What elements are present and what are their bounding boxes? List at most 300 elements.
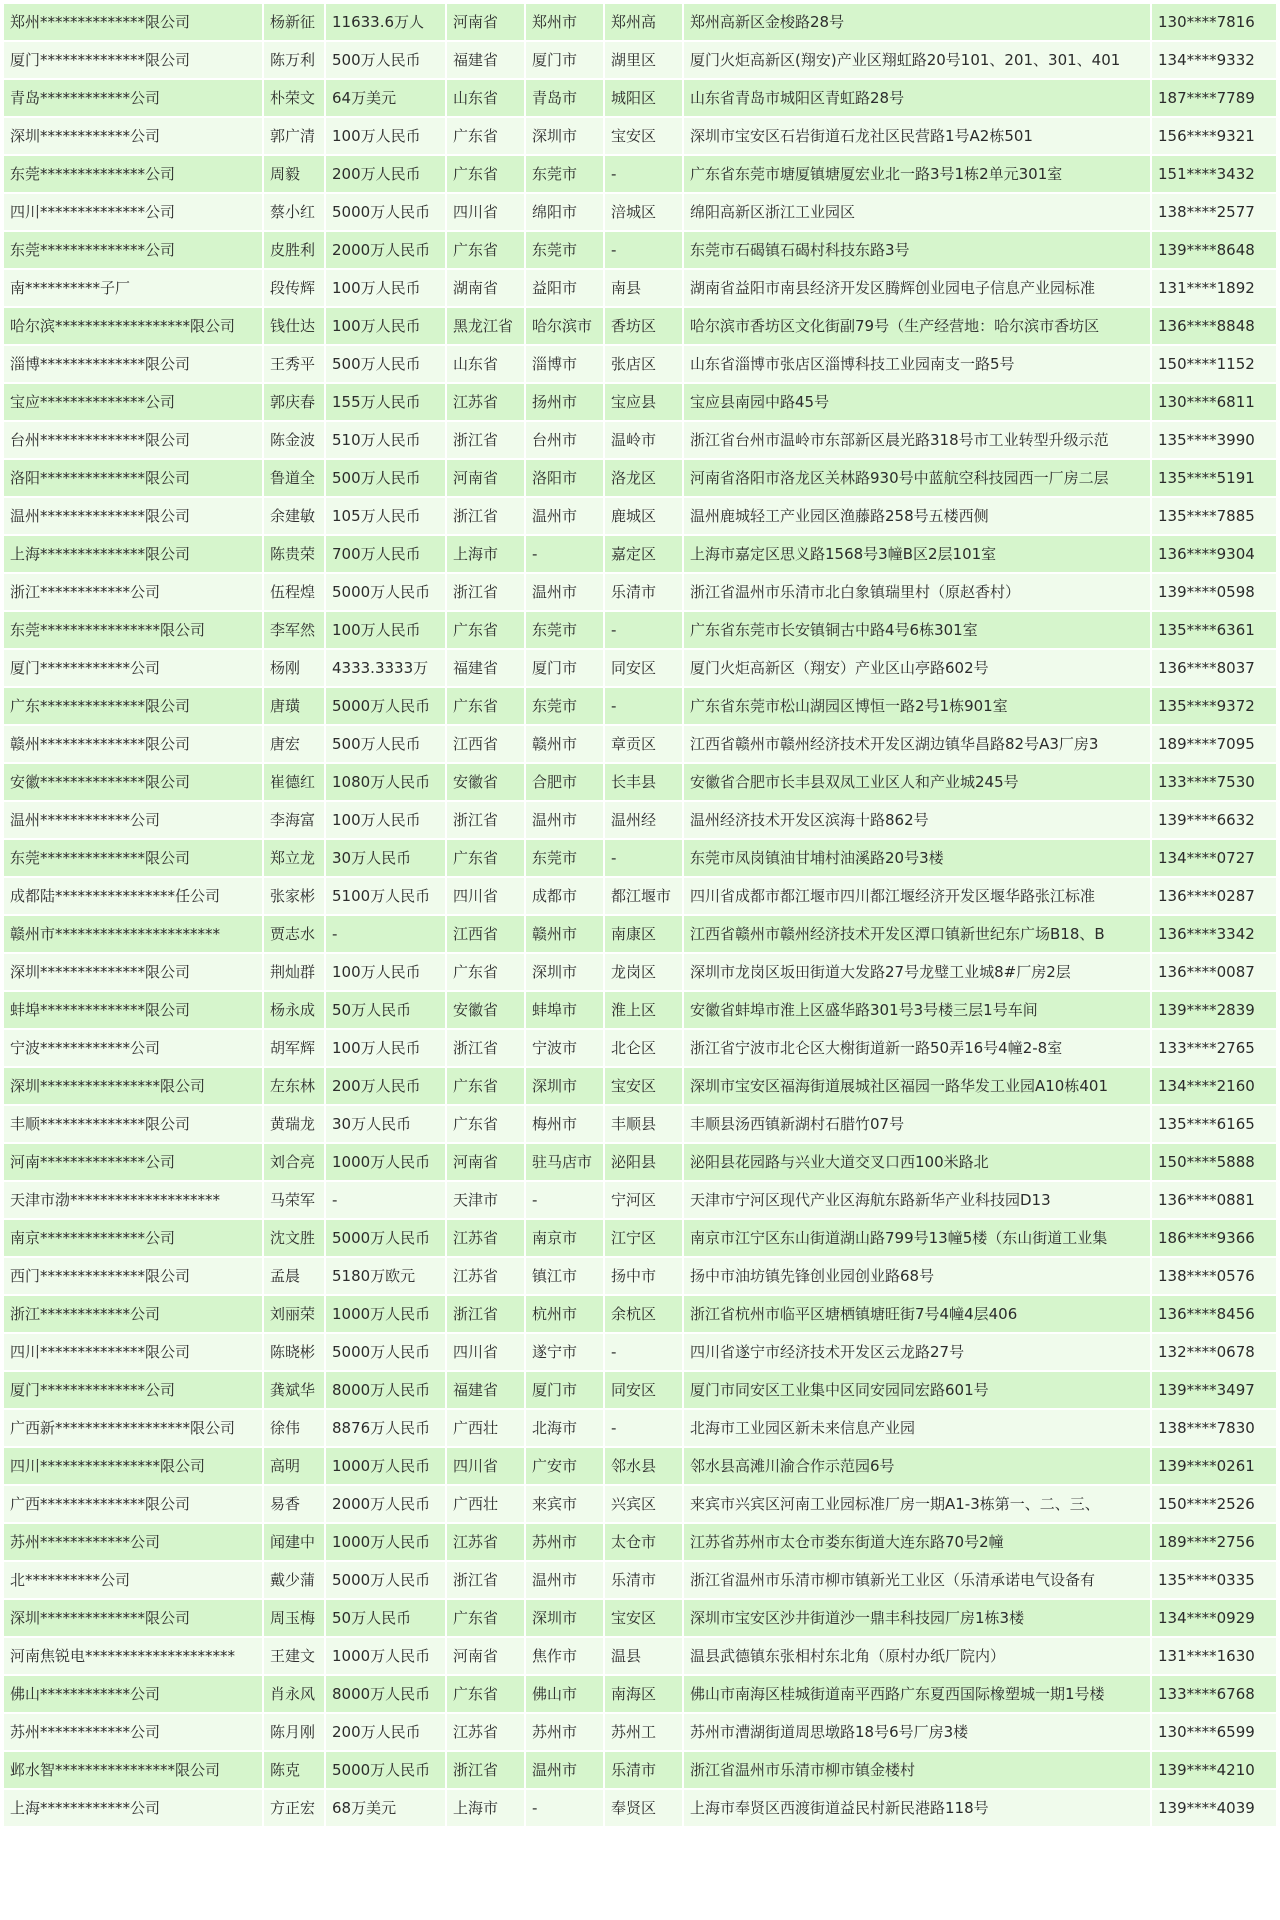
province-cell: 福建省	[447, 42, 524, 78]
company-name-cell: 温州**************限公司	[4, 498, 262, 534]
registered-capital-cell: 100万人民币	[326, 954, 445, 990]
phone-cell: 139****4039	[1152, 1790, 1276, 1826]
district-cell: -	[605, 156, 682, 192]
legal-representative-cell: 朴荣文	[264, 80, 324, 116]
district-cell: 南康区	[605, 916, 682, 952]
table-row	[4, 308, 1276, 344]
province-cell: 广东省	[447, 232, 524, 268]
table-row	[4, 232, 1276, 268]
address-cell: 广东省东莞市长安镇铜古中路4号6栋301室	[684, 612, 1150, 648]
address-cell: 厦门火炬高新区(翔安)产业区翔虹路20号101、201、301、401	[684, 42, 1150, 78]
address-cell: 深圳市宝安区福海街道展城社区福园一路华发工业园A10栋401	[684, 1068, 1150, 1104]
registered-capital-cell: 500万人民币	[326, 346, 445, 382]
legal-representative-cell: 皮胜利	[264, 232, 324, 268]
phone-cell: 135****6165	[1152, 1106, 1276, 1142]
registered-capital-cell: 50万人民币	[326, 1600, 445, 1636]
table-row	[4, 764, 1276, 800]
legal-representative-cell: 郭庆春	[264, 384, 324, 420]
company-name-cell: 深圳****************限公司	[4, 1068, 262, 1104]
registered-capital-cell: 5000万人民币	[326, 194, 445, 230]
table-row	[4, 194, 1276, 230]
company-name-cell: 蚌埠**************限公司	[4, 992, 262, 1028]
phone-cell: 139****3497	[1152, 1372, 1276, 1408]
address-cell: 丰顺县汤西镇新湖村石腊竹07号	[684, 1106, 1150, 1142]
address-cell: 河南省洛阳市洛龙区关林路930号中蓝航空科技园西一厂房二层	[684, 460, 1150, 496]
phone-cell: 138****0576	[1152, 1258, 1276, 1294]
table-row	[4, 1334, 1276, 1370]
province-cell: 黑龙江省	[447, 308, 524, 344]
phone-cell: 186****9366	[1152, 1220, 1276, 1256]
phone-cell: 136****8456	[1152, 1296, 1276, 1332]
province-cell: 广东省	[447, 612, 524, 648]
company-name-cell: 厦门************公司	[4, 650, 262, 686]
phone-cell: 150****5888	[1152, 1144, 1276, 1180]
city-cell: 温州市	[526, 802, 603, 838]
address-cell: 温州鹿城轻工产业园区渔藤路258号五楼西侧	[684, 498, 1150, 534]
phone-cell: 139****4210	[1152, 1752, 1276, 1788]
legal-representative-cell: 段传辉	[264, 270, 324, 306]
table-row	[4, 346, 1276, 382]
city-cell: 温州市	[526, 574, 603, 610]
district-cell: 苏州工	[605, 1714, 682, 1750]
phone-cell: 187****7789	[1152, 80, 1276, 116]
city-cell: 杭州市	[526, 1296, 603, 1332]
table-row	[4, 42, 1276, 78]
legal-representative-cell: 伍程煌	[264, 574, 324, 610]
district-cell: 城阳区	[605, 80, 682, 116]
registered-capital-cell: 200万人民币	[326, 1068, 445, 1104]
company-name-cell: 台州**************限公司	[4, 422, 262, 458]
district-cell: 兴宾区	[605, 1486, 682, 1522]
registered-capital-cell: 100万人民币	[326, 308, 445, 344]
province-cell: 河南省	[447, 4, 524, 40]
phone-cell: 139****0261	[1152, 1448, 1276, 1484]
district-cell: 余杭区	[605, 1296, 682, 1332]
district-cell: -	[605, 840, 682, 876]
registered-capital-cell: 500万人民币	[326, 726, 445, 762]
legal-representative-cell: 唐宏	[264, 726, 324, 762]
phone-cell: 133****7530	[1152, 764, 1276, 800]
company-name-cell: 苏州************公司	[4, 1524, 262, 1560]
city-cell: 苏州市	[526, 1524, 603, 1560]
address-cell: 江西省赣州市赣州经济技术开发区湖边镇华昌路82号A3厂房3	[684, 726, 1150, 762]
table-row	[4, 80, 1276, 116]
district-cell: 香坊区	[605, 308, 682, 344]
registered-capital-cell: 1000万人民币	[326, 1638, 445, 1674]
table-row	[4, 612, 1276, 648]
table-row	[4, 1258, 1276, 1294]
table-row	[4, 1448, 1276, 1484]
province-cell: 广东省	[447, 1676, 524, 1712]
district-cell: 宁河区	[605, 1182, 682, 1218]
address-cell: 温县武德镇东张相村东北角（原村办纸厂院内）	[684, 1638, 1150, 1674]
company-name-cell: 郑州**************限公司	[4, 4, 262, 40]
district-cell: 龙岗区	[605, 954, 682, 990]
legal-representative-cell: 李海富	[264, 802, 324, 838]
city-cell: 赣州市	[526, 916, 603, 952]
district-cell: 温岭市	[605, 422, 682, 458]
company-name-cell: 东莞**************公司	[4, 232, 262, 268]
registered-capital-cell: 5000万人民币	[326, 574, 445, 610]
company-name-cell: 温州************公司	[4, 802, 262, 838]
registered-capital-cell: 510万人民币	[326, 422, 445, 458]
legal-representative-cell: 杨永成	[264, 992, 324, 1028]
city-cell: 深圳市	[526, 1600, 603, 1636]
address-cell: 厦门市同安区工业集中区同安园同宏路601号	[684, 1372, 1150, 1408]
table-row	[4, 1106, 1276, 1142]
registered-capital-cell: 200万人民币	[326, 1714, 445, 1750]
district-cell: 淮上区	[605, 992, 682, 1028]
table-row	[4, 460, 1276, 496]
province-cell: 四川省	[447, 1334, 524, 1370]
district-cell: 乐清市	[605, 1752, 682, 1788]
phone-cell: 139****0598	[1152, 574, 1276, 610]
table-row	[4, 1714, 1276, 1750]
legal-representative-cell: 周毅	[264, 156, 324, 192]
company-name-cell: 佛山************公司	[4, 1676, 262, 1712]
province-cell: 安徽省	[447, 764, 524, 800]
phone-cell: 133****2765	[1152, 1030, 1276, 1066]
province-cell: 广西壮	[447, 1410, 524, 1446]
table-row	[4, 156, 1276, 192]
table-row	[4, 1752, 1276, 1788]
district-cell: 乐清市	[605, 1562, 682, 1598]
company-name-cell: 四川****************限公司	[4, 1448, 262, 1484]
province-cell: 浙江省	[447, 1030, 524, 1066]
city-cell: 合肥市	[526, 764, 603, 800]
company-name-cell: 赣州**************限公司	[4, 726, 262, 762]
address-cell: 上海市嘉定区思义路1568号3幢B区2层101室	[684, 536, 1150, 572]
city-cell: 苏州市	[526, 1714, 603, 1750]
registered-capital-cell: 11633.6万人	[326, 4, 445, 40]
province-cell: 浙江省	[447, 802, 524, 838]
registered-capital-cell: 5000万人民币	[326, 1220, 445, 1256]
registered-capital-cell: 700万人民币	[326, 536, 445, 572]
company-name-cell: 天津市渤********************	[4, 1182, 262, 1218]
table-row	[4, 954, 1276, 990]
city-cell: 南京市	[526, 1220, 603, 1256]
company-name-cell: 东莞**************公司	[4, 156, 262, 192]
district-cell: 邻水县	[605, 1448, 682, 1484]
legal-representative-cell: 钱仕达	[264, 308, 324, 344]
registered-capital-cell: 2000万人民币	[326, 1486, 445, 1522]
legal-representative-cell: 余建敏	[264, 498, 324, 534]
phone-cell: 131****1892	[1152, 270, 1276, 306]
registered-capital-cell: 5000万人民币	[326, 688, 445, 724]
province-cell: 江西省	[447, 726, 524, 762]
legal-representative-cell: 孟晨	[264, 1258, 324, 1294]
address-cell: 广东省东莞市塘厦镇塘厦宏业北一路3号1栋2单元301室	[684, 156, 1150, 192]
company-name-cell: 浙江************公司	[4, 1296, 262, 1332]
address-cell: 山东省淄博市张店区淄博科技工业园南支一路5号	[684, 346, 1150, 382]
phone-cell: 134****0929	[1152, 1600, 1276, 1636]
company-name-cell: 宝应**************公司	[4, 384, 262, 420]
company-name-cell: 洛阳**************限公司	[4, 460, 262, 496]
table-row	[4, 1030, 1276, 1066]
province-cell: 四川省	[447, 194, 524, 230]
district-cell: 鹿城区	[605, 498, 682, 534]
province-cell: 广东省	[447, 840, 524, 876]
company-name-cell: 厦门**************公司	[4, 1372, 262, 1408]
province-cell: 广东省	[447, 118, 524, 154]
company-name-cell: 苏州************公司	[4, 1714, 262, 1750]
address-cell: 苏州市漕湖街道周思墩路18号6号厂房3楼	[684, 1714, 1150, 1750]
city-cell: -	[526, 1182, 603, 1218]
phone-cell: 130****6599	[1152, 1714, 1276, 1750]
phone-cell: 135****7885	[1152, 498, 1276, 534]
phone-cell: 136****0087	[1152, 954, 1276, 990]
city-cell: 梅州市	[526, 1106, 603, 1142]
legal-representative-cell: 王秀平	[264, 346, 324, 382]
address-cell: 泌阳县花园路与兴业大道交叉口西100米路北	[684, 1144, 1150, 1180]
table-row	[4, 1486, 1276, 1522]
address-cell: 绵阳高新区浙江工业园区	[684, 194, 1150, 230]
table-row	[4, 536, 1276, 572]
registered-capital-cell: 8000万人民币	[326, 1372, 445, 1408]
registered-capital-cell: 5180万欧元	[326, 1258, 445, 1294]
phone-cell: 150****1152	[1152, 346, 1276, 382]
city-cell: 厦门市	[526, 1372, 603, 1408]
phone-cell: 139****2839	[1152, 992, 1276, 1028]
city-cell: 益阳市	[526, 270, 603, 306]
province-cell: 天津市	[447, 1182, 524, 1218]
table-row	[4, 726, 1276, 762]
company-name-cell: 南**********子厂	[4, 270, 262, 306]
phone-cell: 134****9332	[1152, 42, 1276, 78]
city-cell: 深圳市	[526, 1068, 603, 1104]
address-cell: 北海市工业园区新未来信息产业园	[684, 1410, 1150, 1446]
company-name-cell: 厦门**************限公司	[4, 42, 262, 78]
phone-cell: 138****7830	[1152, 1410, 1276, 1446]
company-name-cell: 淄博**************限公司	[4, 346, 262, 382]
province-cell: 湖南省	[447, 270, 524, 306]
address-cell: 上海市奉贤区西渡街道益民村新民港路118号	[684, 1790, 1150, 1826]
address-cell: 厦门火炬高新区（翔安）产业区山亭路602号	[684, 650, 1150, 686]
registered-capital-cell: -	[326, 1182, 445, 1218]
address-cell: 安徽省合肥市长丰县双凤工业区人和产业城245号	[684, 764, 1150, 800]
table-row	[4, 422, 1276, 458]
company-name-cell: 西门**************限公司	[4, 1258, 262, 1294]
legal-representative-cell: 贾志水	[264, 916, 324, 952]
legal-representative-cell: 龚斌华	[264, 1372, 324, 1408]
table-row	[4, 498, 1276, 534]
address-cell: 扬中市油坊镇先锋创业园创业路68号	[684, 1258, 1150, 1294]
city-cell: 广安市	[526, 1448, 603, 1484]
province-cell: 安徽省	[447, 992, 524, 1028]
province-cell: 河南省	[447, 1144, 524, 1180]
registered-capital-cell: 200万人民币	[326, 156, 445, 192]
registered-capital-cell: 8000万人民币	[326, 1676, 445, 1712]
address-cell: 佛山市南海区桂城街道南平西路广东夏西国际橡塑城一期1号楼	[684, 1676, 1150, 1712]
district-cell: 章贡区	[605, 726, 682, 762]
district-cell: 温县	[605, 1638, 682, 1674]
registered-capital-cell: 64万美元	[326, 80, 445, 116]
company-name-cell: 上海**************限公司	[4, 536, 262, 572]
legal-representative-cell: 刘合亮	[264, 1144, 324, 1180]
address-cell: 浙江省台州市温岭市东部新区晨光路318号市工业转型升级示范	[684, 422, 1150, 458]
address-cell: 深圳市宝安区石岩街道石龙社区民营路1号A2栋501	[684, 118, 1150, 154]
city-cell: 深圳市	[526, 954, 603, 990]
company-name-cell: 四川**************限公司	[4, 1334, 262, 1370]
city-cell: 东莞市	[526, 232, 603, 268]
registered-capital-cell: 155万人民币	[326, 384, 445, 420]
legal-representative-cell: 刘丽荣	[264, 1296, 324, 1332]
phone-cell: 135****6361	[1152, 612, 1276, 648]
phone-cell: 139****6632	[1152, 802, 1276, 838]
phone-cell: 135****3990	[1152, 422, 1276, 458]
address-cell: 浙江省温州市乐清市柳市镇新光工业区（乐清承诺电气设备有	[684, 1562, 1150, 1598]
phone-cell: 131****1630	[1152, 1638, 1276, 1674]
registered-capital-cell: 5000万人民币	[326, 1752, 445, 1788]
address-cell: 南京市江宁区东山街道湖山路799号13幢5楼（东山街道工业集	[684, 1220, 1150, 1256]
province-cell: 浙江省	[447, 574, 524, 610]
district-cell: 江宁区	[605, 1220, 682, 1256]
phone-cell: 136****8848	[1152, 308, 1276, 344]
phone-cell: 133****6768	[1152, 1676, 1276, 1712]
company-name-cell: 宁波************公司	[4, 1030, 262, 1066]
district-cell: 太仓市	[605, 1524, 682, 1560]
registered-capital-cell: 1000万人民币	[326, 1524, 445, 1560]
legal-representative-cell: 肖永风	[264, 1676, 324, 1712]
company-table-body	[4, 4, 1276, 1826]
address-cell: 山东省青岛市城阳区青虹路28号	[684, 80, 1150, 116]
city-cell: 东莞市	[526, 840, 603, 876]
registered-capital-cell: 100万人民币	[326, 1030, 445, 1066]
table-row	[4, 1790, 1276, 1826]
city-cell: 镇江市	[526, 1258, 603, 1294]
address-cell: 浙江省温州市乐清市北白象镇瑞里村（原赵香村）	[684, 574, 1150, 610]
district-cell: 扬中市	[605, 1258, 682, 1294]
address-cell: 江西省赣州市赣州经济技术开发区潭口镇新世纪东广场B18、B	[684, 916, 1150, 952]
city-cell: 淄博市	[526, 346, 603, 382]
phone-cell: 132****0678	[1152, 1334, 1276, 1370]
company-name-cell: 广西**************限公司	[4, 1486, 262, 1522]
phone-cell: 151****3432	[1152, 156, 1276, 192]
table-row	[4, 878, 1276, 914]
address-cell: 江苏省苏州市太仓市娄东街道大连东路70号2幢	[684, 1524, 1150, 1560]
address-cell: 邻水县高滩川渝合作示范园6号	[684, 1448, 1150, 1484]
legal-representative-cell: 陈贵荣	[264, 536, 324, 572]
table-row	[4, 1068, 1276, 1104]
province-cell: 浙江省	[447, 1296, 524, 1332]
phone-cell: 134****0727	[1152, 840, 1276, 876]
company-name-cell: 青岛************公司	[4, 80, 262, 116]
city-cell: 成都市	[526, 878, 603, 914]
district-cell: 长丰县	[605, 764, 682, 800]
phone-cell: 136****0287	[1152, 878, 1276, 914]
company-table	[2, 2, 1278, 1828]
province-cell: 上海市	[447, 536, 524, 572]
company-name-cell: 深圳**************限公司	[4, 954, 262, 990]
company-name-cell: 丰顺**************限公司	[4, 1106, 262, 1142]
company-name-cell: 四川**************公司	[4, 194, 262, 230]
city-cell: 洛阳市	[526, 460, 603, 496]
district-cell: 乐清市	[605, 574, 682, 610]
phone-cell: 136****3342	[1152, 916, 1276, 952]
registered-capital-cell: 105万人民币	[326, 498, 445, 534]
registered-capital-cell: 500万人民币	[326, 42, 445, 78]
district-cell: -	[605, 1410, 682, 1446]
province-cell: 广东省	[447, 1600, 524, 1636]
city-cell: 深圳市	[526, 118, 603, 154]
legal-representative-cell: 荆灿群	[264, 954, 324, 990]
address-cell: 东莞市凤岗镇油甘埔村油溪路20号3楼	[684, 840, 1150, 876]
company-name-cell: 安徽**************限公司	[4, 764, 262, 800]
legal-representative-cell: 陈晓彬	[264, 1334, 324, 1370]
table-row	[4, 118, 1276, 154]
table-row	[4, 688, 1276, 724]
province-cell: 江苏省	[447, 1524, 524, 1560]
legal-representative-cell: 黄瑞龙	[264, 1106, 324, 1142]
legal-representative-cell: 胡军辉	[264, 1030, 324, 1066]
province-cell: 广东省	[447, 156, 524, 192]
address-cell: 哈尔滨市香坊区文化街副79号（生产经营地：哈尔滨市香坊区	[684, 308, 1150, 344]
table-row	[4, 650, 1276, 686]
address-cell: 天津市宁河区现代产业区海航东路新华产业科技园D13	[684, 1182, 1150, 1218]
city-cell: 厦门市	[526, 42, 603, 78]
registered-capital-cell: 5100万人民币	[326, 878, 445, 914]
province-cell: 广东省	[447, 954, 524, 990]
registered-capital-cell: -	[326, 916, 445, 952]
table-row	[4, 1524, 1276, 1560]
address-cell: 郑州高新区金梭路28号	[684, 4, 1150, 40]
district-cell: 宝安区	[605, 1600, 682, 1636]
province-cell: 江苏省	[447, 384, 524, 420]
registered-capital-cell: 4333.3333万	[326, 650, 445, 686]
phone-cell: 130****7816	[1152, 4, 1276, 40]
province-cell: 江苏省	[447, 1258, 524, 1294]
province-cell: 广东省	[447, 1106, 524, 1142]
address-cell: 浙江省杭州市临平区塘栖镇塘旺街7号4幢4层406	[684, 1296, 1150, 1332]
company-name-cell: 深圳************公司	[4, 118, 262, 154]
legal-representative-cell: 蔡小红	[264, 194, 324, 230]
table-row	[4, 1144, 1276, 1180]
registered-capital-cell: 68万美元	[326, 1790, 445, 1826]
table-row	[4, 992, 1276, 1028]
address-cell: 湖南省益阳市南县经济开发区腾辉创业园电子信息产业园标准	[684, 270, 1150, 306]
legal-representative-cell: 陈月刚	[264, 1714, 324, 1750]
province-cell: 江苏省	[447, 1714, 524, 1750]
registered-capital-cell: 100万人民币	[326, 118, 445, 154]
registered-capital-cell: 8876万人民币	[326, 1410, 445, 1446]
city-cell: 台州市	[526, 422, 603, 458]
registered-capital-cell: 1000万人民币	[326, 1144, 445, 1180]
city-cell: 北海市	[526, 1410, 603, 1446]
legal-representative-cell: 陈万利	[264, 42, 324, 78]
table-row	[4, 1676, 1276, 1712]
legal-representative-cell: 鲁道全	[264, 460, 324, 496]
legal-representative-cell: 唐璜	[264, 688, 324, 724]
province-cell: 江西省	[447, 916, 524, 952]
address-cell: 广东省东莞市松山湖园区博恒一路2号1栋901室	[684, 688, 1150, 724]
company-name-cell: 赣州市**********************	[4, 916, 262, 952]
phone-cell: 130****6811	[1152, 384, 1276, 420]
district-cell: -	[605, 688, 682, 724]
district-cell: 温州经	[605, 802, 682, 838]
city-cell: 郑州市	[526, 4, 603, 40]
province-cell: 山东省	[447, 80, 524, 116]
address-cell: 浙江省温州市乐清市柳市镇金楼村	[684, 1752, 1150, 1788]
district-cell: 嘉定区	[605, 536, 682, 572]
province-cell: 四川省	[447, 1448, 524, 1484]
table-row	[4, 270, 1276, 306]
table-row	[4, 1220, 1276, 1256]
table-row	[4, 1296, 1276, 1332]
registered-capital-cell: 100万人民币	[326, 612, 445, 648]
city-cell: 温州市	[526, 498, 603, 534]
registered-capital-cell: 100万人民币	[326, 270, 445, 306]
legal-representative-cell: 郭广清	[264, 118, 324, 154]
